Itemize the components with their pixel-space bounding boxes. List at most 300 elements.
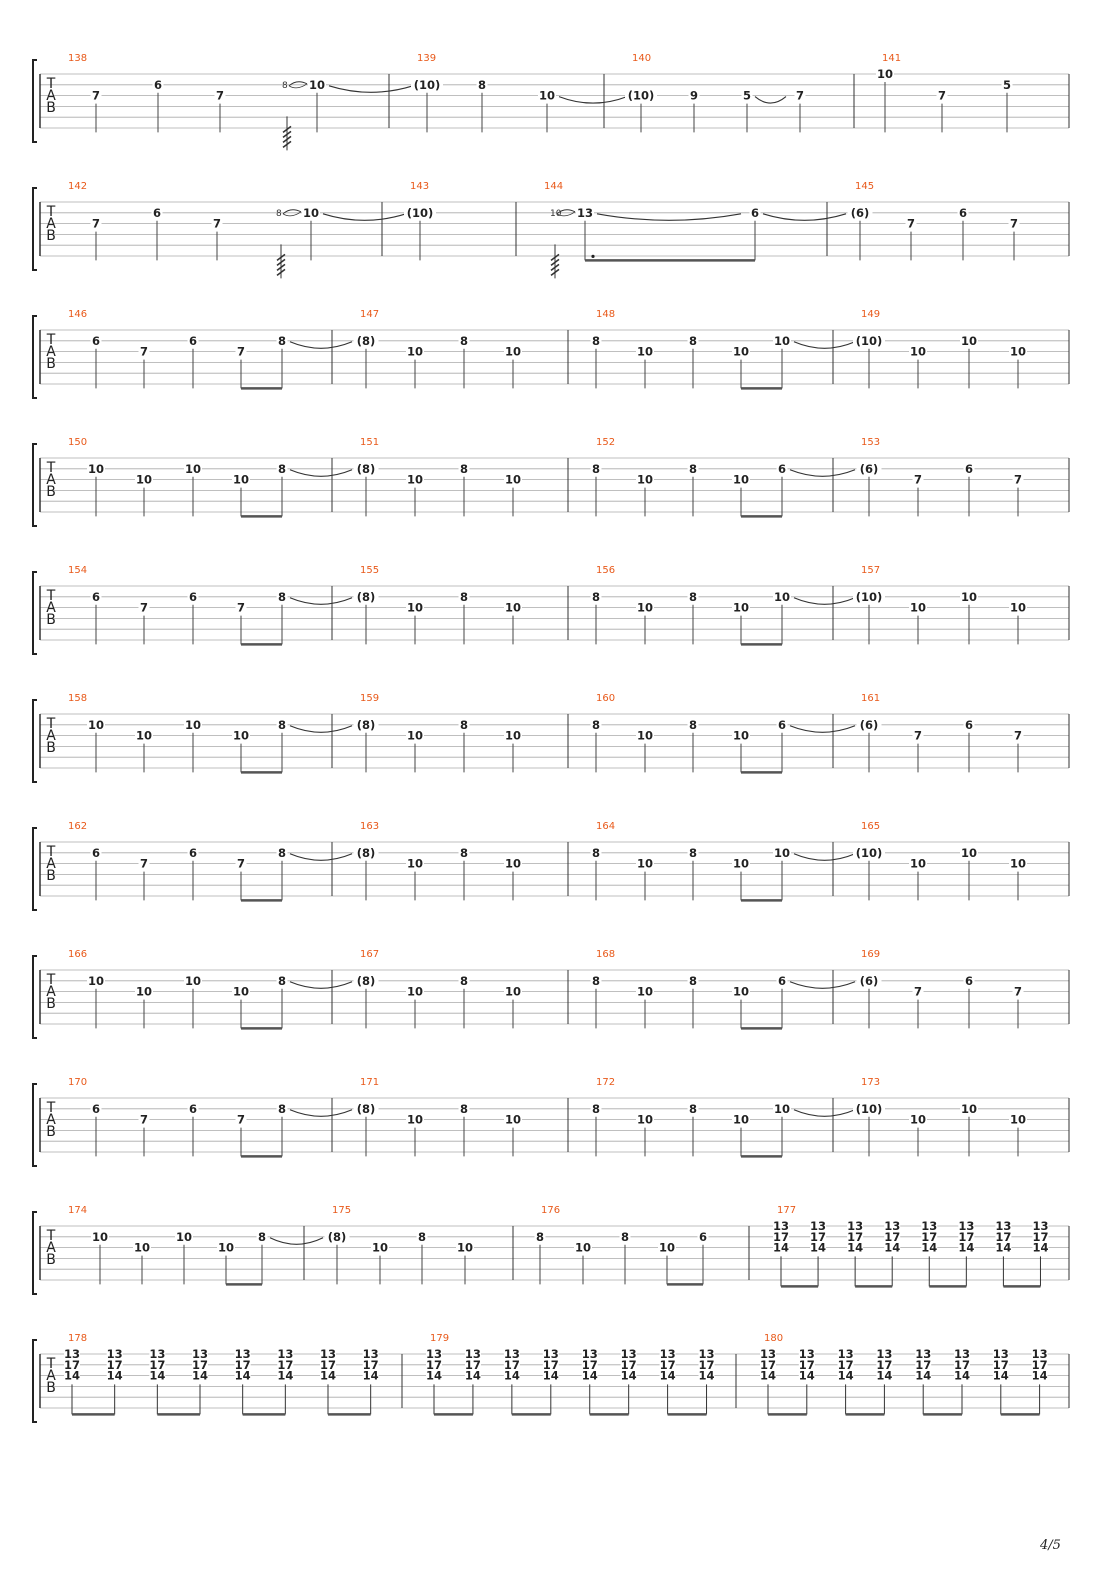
fret-number: (10) — [855, 1101, 883, 1116]
fret-number: 10 — [732, 1112, 750, 1127]
tab-clef-letter: B — [46, 484, 56, 500]
fret-number: 6 — [188, 589, 198, 604]
tab-clef-letter: A — [46, 472, 56, 488]
measure-number: 140 — [632, 53, 652, 64]
fret-number: 6 — [698, 1229, 708, 1244]
fret-number: 10 — [909, 344, 927, 359]
fret-number: 10 — [232, 728, 250, 743]
measure-number: 176 — [541, 1205, 561, 1216]
tab-clef-letter: T — [46, 972, 56, 988]
grace-note: 10 — [550, 208, 562, 219]
fret-number: 8 — [477, 77, 487, 92]
tie — [794, 342, 855, 349]
fret-number: 14 — [992, 1368, 1009, 1383]
measure-number: 147 — [360, 309, 380, 320]
tie — [329, 86, 413, 93]
fret-number: 14 — [847, 1240, 864, 1255]
fret-number: 8 — [591, 973, 601, 988]
fret-number: 6 — [750, 205, 760, 220]
fret-number: 17 — [992, 1357, 1009, 1372]
fret-number: 10 — [406, 984, 424, 999]
measure-number: 174 — [68, 1205, 88, 1216]
tab-system — [33, 181, 1069, 278]
tab-clef-letter: B — [46, 1380, 56, 1396]
fret-number: (10) — [855, 333, 883, 348]
fret-number: 17 — [884, 1229, 901, 1244]
fret-number: 10 — [636, 728, 654, 743]
fret-number: (8) — [327, 1229, 347, 1244]
fret-number: 10 — [732, 472, 750, 487]
fret-number: 8 — [591, 717, 601, 732]
fret-number: (6) — [859, 973, 879, 988]
tab-system — [33, 949, 1069, 1038]
fret-number: 14 — [759, 1368, 777, 1383]
fret-number: 14 — [995, 1240, 1012, 1255]
tie — [290, 342, 352, 349]
tab-clef-letter: B — [46, 612, 56, 628]
fret-number: 10 — [1009, 856, 1027, 871]
system-bracket — [33, 316, 37, 398]
tab-system — [33, 1077, 1069, 1166]
fret-number: 13 — [425, 1347, 443, 1361]
fret-number: 13 — [277, 1347, 294, 1361]
fret-number: 13 — [659, 1347, 676, 1361]
fret-number: (8) — [356, 1101, 376, 1116]
fret-number: 17 — [798, 1357, 815, 1372]
measure-number: 149 — [861, 309, 881, 320]
tab-clef-letter: B — [46, 996, 56, 1012]
fret-number: 14 — [63, 1368, 81, 1383]
tab-clef-letter: B — [46, 868, 56, 884]
fret-number: 10 — [732, 856, 750, 871]
fret-number: 13 — [698, 1347, 715, 1361]
fret-number: 14 — [277, 1368, 294, 1383]
fret-number: 13 — [876, 1347, 893, 1361]
fret-number: 8 — [591, 589, 601, 604]
fret-number: 17 — [837, 1357, 854, 1372]
fret-number: 6 — [777, 717, 787, 732]
fret-number: 8 — [688, 1101, 698, 1116]
fret-number: 7 — [913, 728, 923, 743]
measure-number: 151 — [360, 437, 380, 448]
fret-number: (8) — [356, 845, 376, 860]
fret-number: 10 — [406, 344, 424, 359]
tab-system — [33, 1205, 1069, 1294]
fret-number: 17 — [995, 1229, 1012, 1244]
tie — [794, 1110, 855, 1117]
fret-number: 10 — [133, 1240, 151, 1255]
fret-number: 14 — [1031, 1368, 1048, 1383]
fret-number: 14 — [620, 1368, 637, 1383]
tie — [270, 1238, 323, 1245]
system-bracket — [33, 60, 37, 142]
measure-number: 148 — [596, 309, 616, 320]
fret-number: 7 — [236, 856, 246, 871]
tab-clef-letter: A — [46, 1112, 56, 1128]
tie — [290, 726, 352, 733]
measure-number: 171 — [360, 1077, 380, 1088]
fret-number: (10) — [627, 88, 655, 103]
fret-number: 10 — [636, 472, 654, 487]
system-bracket — [33, 1084, 37, 1166]
fret-number: 8 — [277, 589, 287, 604]
fret-number: 6 — [91, 845, 101, 860]
fret-number: (10) — [406, 205, 434, 220]
measure-number: 177 — [777, 1205, 797, 1216]
fret-number: 17 — [319, 1357, 337, 1372]
fret-number: 17 — [106, 1357, 123, 1372]
tie — [290, 982, 352, 989]
fret-number: 13 — [581, 1347, 598, 1361]
measure-number: 173 — [861, 1077, 881, 1088]
fret-number: 8 — [459, 845, 469, 860]
tab-system — [33, 565, 1069, 654]
fret-number: 17 — [958, 1229, 975, 1244]
fret-number: 14 — [876, 1368, 893, 1383]
fret-number: 10 — [538, 88, 556, 103]
fret-number: 17 — [921, 1229, 938, 1244]
fret-number: 6 — [958, 205, 968, 220]
fret-number: 13 — [915, 1347, 932, 1361]
fret-number: (8) — [356, 333, 376, 348]
fret-number: 10 — [232, 984, 250, 999]
fret-number: 10 — [504, 472, 522, 487]
fret-number: 17 — [659, 1357, 676, 1372]
fret-number: 17 — [464, 1357, 481, 1372]
fret-number: 8 — [257, 1229, 267, 1244]
measure-number: 155 — [360, 565, 380, 576]
fret-number: 14 — [810, 1240, 827, 1255]
tab-system — [33, 821, 1069, 910]
fret-number: 10 — [960, 845, 978, 860]
measure-number: 154 — [68, 565, 88, 576]
measure-number: 158 — [68, 693, 88, 704]
measure-number: 172 — [596, 1077, 616, 1088]
measure-number: 160 — [596, 693, 616, 704]
fret-number: 10 — [135, 728, 153, 743]
measure-number: 150 — [68, 437, 88, 448]
fret-number: 10 — [308, 77, 326, 92]
fret-number: 10 — [732, 344, 750, 359]
fret-number: 5 — [742, 88, 752, 103]
tab-system — [33, 53, 1069, 150]
tie — [290, 1110, 352, 1117]
fret-number: 13 — [542, 1347, 559, 1361]
fret-number: 10 — [135, 984, 153, 999]
fret-number: 9 — [689, 88, 699, 103]
fret-number: 10 — [960, 333, 978, 348]
measure-number: 163 — [360, 821, 380, 832]
fret-number: (8) — [356, 461, 376, 476]
fret-number: 6 — [777, 973, 787, 988]
fret-number: 7 — [215, 88, 225, 103]
fret-number: 13 — [921, 1219, 938, 1233]
tab-clef-letter: T — [46, 1100, 56, 1116]
fret-number: 10 — [87, 717, 105, 732]
fret-number: 13 — [772, 1219, 790, 1233]
fret-number: 10 — [232, 472, 250, 487]
tab-clef-letter: T — [46, 1356, 56, 1372]
fret-number: 10 — [658, 1240, 676, 1255]
fret-number: 10 — [636, 984, 654, 999]
fret-number: 14 — [542, 1368, 559, 1383]
fret-number: 10 — [909, 856, 927, 871]
tab-clef-letter: T — [46, 332, 56, 348]
fret-number: 10 — [217, 1240, 235, 1255]
fret-number: 14 — [884, 1240, 901, 1255]
system-bracket — [33, 444, 37, 526]
tab-clef-letter: T — [46, 1228, 56, 1244]
grace-note: 8 — [276, 208, 282, 219]
fret-number: 13 — [63, 1347, 81, 1361]
fret-number: 8 — [688, 589, 698, 604]
fret-number: 10 — [406, 1112, 424, 1127]
fret-number: 8 — [591, 845, 601, 860]
measure-number: 142 — [68, 181, 88, 192]
fret-number: 6 — [152, 205, 162, 220]
tab-clef-letter: B — [46, 100, 56, 116]
fret-number: 17 — [234, 1357, 251, 1372]
fret-number: (10) — [855, 589, 883, 604]
fret-number: 8 — [459, 1101, 469, 1116]
fret-number: 10 — [960, 1101, 978, 1116]
fret-number: 17 — [149, 1357, 166, 1372]
tie — [290, 470, 352, 477]
tie — [794, 598, 855, 605]
fret-number: 8 — [688, 845, 698, 860]
fret-number: 13 — [847, 1219, 864, 1233]
tab-clef-letter: A — [46, 216, 56, 232]
fret-number: 8 — [688, 333, 698, 348]
fret-number: 14 — [106, 1368, 123, 1383]
fret-number: 6 — [188, 1101, 198, 1116]
fret-number: 10 — [184, 461, 202, 476]
system-bracket — [33, 956, 37, 1038]
fret-number: 10 — [773, 589, 791, 604]
fret-number: 8 — [620, 1229, 630, 1244]
fret-number: 13 — [149, 1347, 166, 1361]
fret-number: 7 — [913, 984, 923, 999]
fret-number: 6 — [153, 77, 163, 92]
system-bracket — [33, 700, 37, 782]
fret-number: 17 — [1032, 1229, 1049, 1244]
fret-number: 14 — [319, 1368, 337, 1383]
fret-number: 7 — [1013, 984, 1023, 999]
fret-number: 8 — [591, 461, 601, 476]
measure-number: 180 — [764, 1333, 784, 1344]
fret-number: 10 — [1009, 600, 1027, 615]
fret-number: 10 — [406, 856, 424, 871]
tab-system — [33, 309, 1069, 398]
fret-number: 14 — [425, 1368, 443, 1383]
fret-number: 14 — [503, 1368, 520, 1383]
fret-number: 10 — [504, 984, 522, 999]
tab-clef-letter: T — [46, 460, 56, 476]
fret-number: 14 — [958, 1240, 975, 1255]
fret-number: 10 — [732, 728, 750, 743]
fret-number: 14 — [191, 1368, 209, 1383]
fret-number: 17 — [503, 1357, 520, 1372]
tab-clef-letter: A — [46, 728, 56, 744]
measure-number: 166 — [68, 949, 88, 960]
system-bracket — [33, 1340, 37, 1422]
fret-number: 10 — [504, 1112, 522, 1127]
fret-number: 17 — [191, 1357, 209, 1372]
fret-number: 10 — [960, 589, 978, 604]
fret-number: 14 — [698, 1368, 715, 1383]
fret-number: 17 — [698, 1357, 715, 1372]
fret-number: 10 — [406, 600, 424, 615]
measure-number: 161 — [861, 693, 881, 704]
measure-number: 144 — [544, 181, 564, 192]
fret-number: 7 — [236, 600, 246, 615]
fret-number: 10 — [909, 1112, 927, 1127]
fret-number: 6 — [777, 461, 787, 476]
fret-number: (8) — [356, 717, 376, 732]
fret-number: 10 — [87, 973, 105, 988]
fret-number: 13 — [106, 1347, 123, 1361]
fret-number: 8 — [277, 461, 287, 476]
tab-system — [33, 1333, 1069, 1422]
fret-number: 10 — [732, 600, 750, 615]
tab-clef-letter: A — [46, 344, 56, 360]
measure-number: 141 — [882, 53, 902, 64]
fret-number: 14 — [1032, 1240, 1049, 1255]
fret-number: 7 — [139, 344, 149, 359]
fret-number: 10 — [574, 1240, 592, 1255]
tab-clef-letter: T — [46, 588, 56, 604]
fret-number: 17 — [362, 1357, 379, 1372]
fret-number: 17 — [953, 1357, 971, 1372]
fret-number: 7 — [937, 88, 947, 103]
fret-number: 10 — [1009, 344, 1027, 359]
tie — [323, 214, 406, 221]
fret-number: 10 — [504, 600, 522, 615]
fret-number: 7 — [91, 216, 101, 231]
fret-number: 17 — [876, 1357, 893, 1372]
fret-number: 17 — [759, 1357, 777, 1372]
tie — [290, 598, 352, 605]
dot — [591, 255, 594, 258]
measure-number: 162 — [68, 821, 88, 832]
fret-number: 8 — [277, 717, 287, 732]
system-bracket — [33, 188, 37, 270]
measure-number: 175 — [332, 1205, 352, 1216]
fret-number: 8 — [591, 1101, 601, 1116]
fret-number: 8 — [277, 845, 287, 860]
fret-number: 14 — [659, 1368, 676, 1383]
tie — [290, 854, 352, 861]
grace-note: 8 — [282, 80, 288, 91]
fret-number: 8 — [591, 333, 601, 348]
tab-clef-letter: T — [46, 716, 56, 732]
tab-clef-letter: A — [46, 600, 56, 616]
fret-number: 10 — [456, 1240, 474, 1255]
tie — [794, 854, 855, 861]
measure-number: 153 — [861, 437, 881, 448]
fret-number: 14 — [772, 1240, 790, 1255]
fret-number: 17 — [847, 1229, 864, 1244]
fret-number: (6) — [859, 717, 879, 732]
fret-number: 13 — [810, 1219, 827, 1233]
fret-number: 7 — [1009, 216, 1019, 231]
fret-number: 14 — [921, 1240, 938, 1255]
fret-number: 8 — [688, 717, 698, 732]
fret-number: 13 — [884, 1219, 901, 1233]
measure-number: 167 — [360, 949, 380, 960]
tie — [755, 97, 786, 104]
fret-number: 14 — [798, 1368, 815, 1383]
fret-number: 17 — [425, 1357, 443, 1372]
fret-number: (6) — [859, 461, 879, 476]
fret-number: 7 — [91, 88, 101, 103]
fret-number: 14 — [915, 1368, 932, 1383]
fret-number: 5 — [1002, 77, 1012, 92]
fret-number: 17 — [581, 1357, 598, 1372]
fret-number: 14 — [362, 1368, 379, 1383]
fret-number: 6 — [964, 717, 974, 732]
fret-number: 10 — [87, 461, 105, 476]
fret-number: 7 — [1013, 728, 1023, 743]
system-bracket — [33, 572, 37, 654]
tab-system — [33, 437, 1069, 526]
tie — [790, 982, 855, 989]
fret-number: 7 — [236, 1112, 246, 1127]
tab-clef-letter: B — [46, 740, 56, 756]
fret-number: 10 — [636, 600, 654, 615]
fret-number: 13 — [576, 205, 594, 220]
fret-number: 13 — [953, 1347, 971, 1361]
fret-number: 10 — [406, 472, 424, 487]
measure-number: 159 — [360, 693, 380, 704]
fret-number: 8 — [459, 973, 469, 988]
fret-number: 10 — [876, 67, 894, 81]
tab-clef-letter: B — [46, 356, 56, 372]
fret-number: (10) — [855, 845, 883, 860]
tab-clef-letter: T — [46, 76, 56, 92]
fret-number: 8 — [459, 589, 469, 604]
tie — [559, 97, 627, 104]
fret-number: 8 — [459, 717, 469, 732]
fret-number: 7 — [795, 88, 805, 103]
fret-number: 8 — [277, 333, 287, 348]
tab-clef-letter: A — [46, 88, 56, 104]
tie — [790, 470, 855, 477]
measure-number: 164 — [596, 821, 616, 832]
fret-number: 13 — [464, 1347, 481, 1361]
fret-number: 8 — [277, 973, 287, 988]
fret-number: 13 — [191, 1347, 209, 1361]
fret-number: 10 — [184, 717, 202, 732]
fret-number: (10) — [413, 77, 441, 92]
fret-number: 14 — [953, 1368, 971, 1383]
fret-number: 10 — [1009, 1112, 1027, 1127]
fret-number: 10 — [371, 1240, 389, 1255]
fret-number: 8 — [459, 333, 469, 348]
fret-number: 13 — [362, 1347, 379, 1361]
fret-number: 7 — [139, 1112, 149, 1127]
measure-number: 138 — [68, 53, 88, 64]
fret-number: 17 — [542, 1357, 559, 1372]
measure-number: 170 — [68, 1077, 88, 1088]
fret-number: 17 — [810, 1229, 827, 1244]
tab-clef-letter: A — [46, 984, 56, 1000]
fret-number: 10 — [636, 1112, 654, 1127]
fret-number: 8 — [688, 461, 698, 476]
page-number: 4/5 — [1040, 1538, 1061, 1553]
measure-number: 168 — [596, 949, 616, 960]
tab-clef-letter: B — [46, 228, 56, 244]
